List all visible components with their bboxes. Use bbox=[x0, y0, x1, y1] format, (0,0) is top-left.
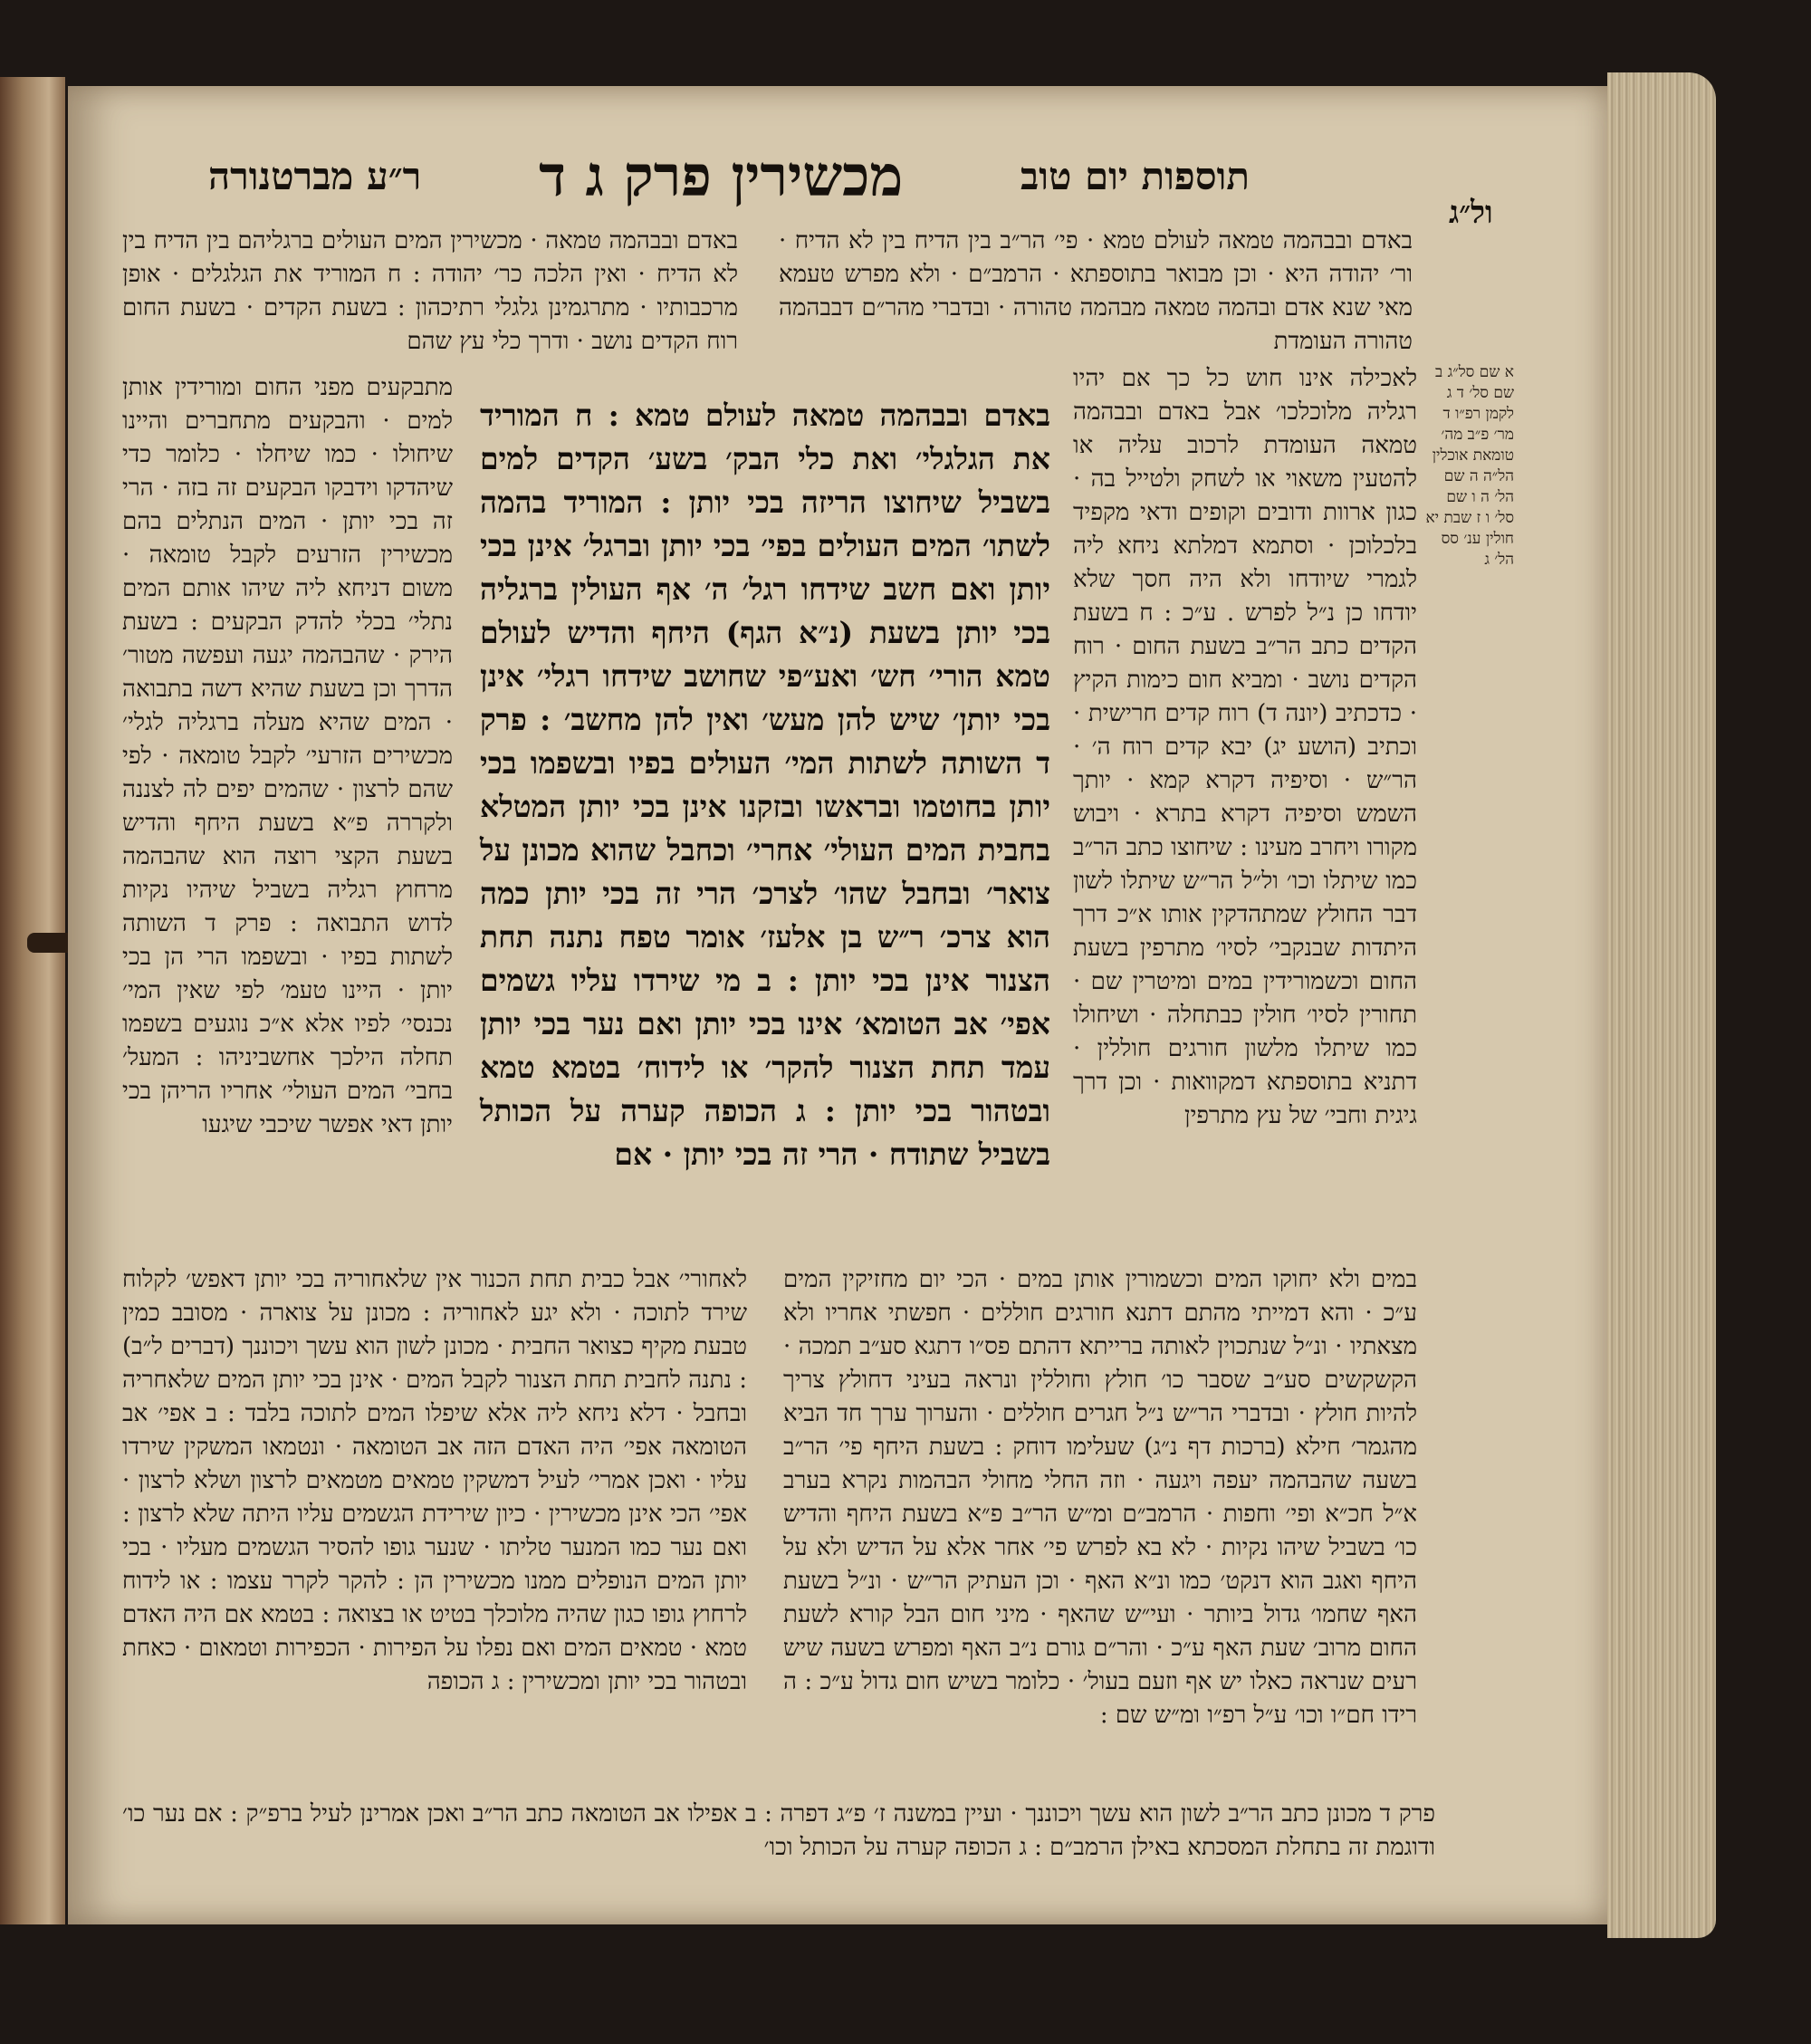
running-header bbox=[208, 145, 1250, 208]
commentary-bottom-right: במים ולא יחוקו המים וכשמורין אותן במים · הכי יום מחזיקין המים ע״כ · והא דמייתי מהתם דתנא חורגים חוללים · חפשתי אחריו ולא מצאתיו · ונ״ל שנתכוין לאותה ברייתא דהתם פס״ו דתגא סע״ב תמכה · הקשקשים סע״ב שסבר כו׳ חולץ וחוללין ונראה בעיני דחולץ צריך להיות חולץ · ובדברי הר״ש נ״ל חגרים חוללים · והערוך ערך חד הביא מהגמר׳ חילא (ברכות דף נ״ג) שעלימו דוחק : בשעת היחף פי׳ הר״ב בשעה שהבהמה יעפה ויגעה · וזה החלי מחולי הבהמות נקרא בערב א״ל חכ״א ופי׳ וחפות · הרמב״ם ומ״ש הר״ב פ״א בשעת היחף והדיש כו׳ בשביל שיהו נקיות · לא בא לפרש פי׳ אחר אלא על הדיש ולא על היחף ואגב הוא דנקט׳ כמו ונ״א האף · וכן העתיק הר״ש · ונ״ל בשעת האף שחמו׳ גדול ביותר · ועי״ש שהאף · מיני חום הבל קורא לשעת החום מרוב׳ שעת האף ע״כ · והר״ם גורם נ״ב האף ומפרש בשעה שיש רעים שנראה כאלו יש אף וזעם בעול׳ · כלומר בשיש חום גדול ע״כ : ה רידו חם״ו וכו׳ ע״ל רפ״ו ומ״ש שם : bbox=[783, 1266, 1417, 1729]
commentary-right-narrow: לאכילה אינו חוש כל כך אם יהיו רגליה מלוכלכו׳ אבל באדם ובבהמה טמאה העומדת לרכוב עליה או להטעין משאוי או לשחק ולטייל בה · כגון ארוות ודובים וקופים ודאי מקפיד בלכלוכן · וסתמא דמלתא ניחא ליה לגמרי שיודחו ולא היה חסך שלא יודחו כן נ״ל לפרש . ע״כ : ח בשעת הקדים כתב הר״ב בשעת החום · רוח הקדים נושב · ומביא חום כימות הקיץ · כדכתיב (יונה ד) רוח קדים חרישית · וכתיב (הושע יג) יבא קדים רוח ה׳ · הר״ש · וסיפיה דקרא קמא · יותך השמש וסיפיה דקרא בתרא · ויבוש מקורו ויחרב מעינו : שיחוצו כתב הר״ב כמו שיתלו וכו׳ ול״ל הר״ש שיתלו לשון דבר החולץ שמתהדקין אותו א״כ דרך היתדות שבנקבי׳ לסיו׳ מתרפין בשעת החום וכשמורידין במים ומיטרין שם · תחורין לסיו׳ חולין כבתחלה · ושיחולו כמו שיתלו מלשון חורגים חוללין · דתניא בתוספתא דמקוואות · וכן דרך גיגית וחבי׳ של עץ מתרפין bbox=[1073, 365, 1417, 1129]
header-left-title: ר״ע מברטנורה bbox=[208, 154, 422, 198]
page-stack-edge bbox=[1607, 72, 1716, 1938]
commentary-bottom-left: לאחורי׳ אבל כבית תחת הכנור אין שלאחוריה בכי יותן דאפש׳ לקלוח שירד לתוכה · ולא יגע לאחוריה : מכונן על צוארה · מסובב כמין טבעת מקיף כצואר החבית · מכונן לשון הוא עשך ויכוננך (דברים ל״ב) : נתנה לחבית תחת הצנור לקבל המים · אינן בכי יותן המים שלאחריה ובחבל · דלא ניחא ליה אלא שיפלו המים לתוכה בלבד : ב אפי׳ אב הטומאה אפי׳ היה האדם הזה אב הטומאה · ונטמאו המשקין שירדו עליו · ואכן אמרי׳ לעיל דמשקין טמאים מטמאים לרצון ושלא לרצון · אפי׳ הכי אינן מכשירין · כיון שירידת הגשמים עליו היתה שלא לרצון : ואם נער כמו המנער טליתו · שנער גופו להסיר הגשמים מעליו · בכי יותן המים הנופלים ממנו מכשירין הן : להקר לקרר עצמו : או לידוח לרחוץ גופו כגון שהיה מלוכלך בטיט או בצואה : בטמא אם היה האדם טמא · טמאים המים ואם נפלו על הפירות · הכפירות וטמאום · כאחת ובטהור בכי יותן ומכשירין : ג הכופה bbox=[122, 1266, 747, 1695]
header-center-title: מכשירין פרק ג ד bbox=[539, 143, 904, 209]
commentary-left-narrow: מתבקעים מפני החום ומורידין אותן למים · והבקעים מתחברים והיינו שיחולו · כמו שיחלו · כלומר כדי שיהדקו וידבקו הבקעים זה בזה · הרי זה בכי יותן · המים הנתלים בהם מכשירין הזרעים לקבל טומאה · משום דניחא ליה שיהו אותם המים נתלי׳ בכלי להדק הבקעים : בשעת הירק · שהבהמה יגעה ועפשה מטור׳ הדרך וכן בשעת שהיא דשה בתבואה · המים שהיא מעלה ברגליה לגלי׳ מכשירים הזרעי׳ לקבל טומאה · לפי שהם לרצון · שהמים יפים לה לצננה ולקררה פ״א בשעת היחף והדיש בשעת הקצי רוצה הוא שהבהמה מרחוץ רגליה בשביל שיהיו נקיות לדוש התבואה : פרק ד השותה לשתות בפיו · ובשפמו הרי הן בכי יותן · היינו טעמ׳ לפי שאין המי׳ נכנסי׳ לפיו אלא א״כ נוגעים בשפמו תחלה הילכך אחשביניהו : המעל׳ בחבי׳ המים העולי׳ אחריו הריהן בכי יותן דאי אפשר שיכבי שיגעו bbox=[122, 374, 453, 1138]
commentary-top-left: באדם ובבהמה טמאה · מכשירין המים העולים ברגליהם בין הדיח בין לא הדיח · ואין הלכה כר׳ יהודה : ח המוריד את הגלגלים · אופן מרכבותיו · מתרגמינן גלגלי רתיכהון : בשעת הקדים · בשעת החום רוח הקדים נושב · ודרך כלי עץ שהם bbox=[122, 227, 738, 355]
folio-number: ול״ג bbox=[1449, 195, 1493, 231]
commentary-top-right: באדם ובבהמה טמאה לעולם טמא · פי׳ הר״ב בין הדיח בין לא הדיח · ור׳ יהודה היא · וכן מבואר בתוספתא · הרמב״ם · ולא מפרש טעמא מאי שנא אדם ובהמה טמאה מבהמה טהורה · ובדברי מהר״ם דבבהמה טהורה העומדת bbox=[779, 227, 1413, 355]
left-page-edge bbox=[0, 77, 65, 1924]
marginal-references: א שם סל״ג ב שם סל׳ ד ג לקמן רפ״ו ד מר׳ פ״ב מה׳ טומאת אוכלין הל״ה ה שם הל׳ ה ו שם סל׳ ו ז שבת יא חולין ענ׳ סס הל׳ ג bbox=[1425, 363, 1514, 569]
header-right-title: תוספות יום טוב bbox=[1020, 154, 1250, 198]
mishnah-main-text: באדם ובבהמה טמאה לעולם טמא : ח המוריד את הגלגלי׳ ואת כלי הבק׳ בשע׳ הקדים למים בשביל שיחוצו הריזה בכי יותן : המוריד בהמה לשתו׳ המים העולים בפי׳ בכי יותן וברגל׳ אינן בכי יותן ואם חשב שידחו רגל׳ ה׳ אף העולין ברגליה בכי יותן בשעת (נ״א הגף) היחף והדיש לעולם טמא הורי׳ חש׳ ואע״פי שחושב שידחו רגלי׳ אינן בכי יותן׳ שיש להן מעש׳ ואין להן מחשב׳ : פרק ד השותה לשתות המי׳ העולים בפיו ובשפמו בכי יותן בחוטמו ובראשו ובזקנו אינן בכי יותן המטלא בחבית המים העולי׳ אחרי׳ וכחבל שהוא מכונן על צואר׳ ובחבל שהו׳ לצרכ׳ הרי זה בכי יותן כמה הוא צרכ׳ ר״ש בן אלעז׳ אומר טפח נתנה תחת הצנור אינן בכי יותן : ב מי שירדו עליו גשמים אפי׳ אב הטומא׳ אינו בכי יותן ואם נער בכי יותן עמד תחת הצנור להקר׳ או לידוח׳ בטמא טמא ובטהור בכי יותן : ג הכופה קערה על הכותל בשביל שתודח · הרי זה בכי יותן · אם bbox=[480, 398, 1050, 1172]
footer-commentary: פרק ד מכונן כתב הר״ב לשון הוא עשך ויכוננך · ועיין במשנה ז׳ פ״ג דפרה : ב אפילו אב הטומאה כתב הר״ב ואכן אמרינן לעיל ברפ״ק : אם נער כו׳ ודוגמת זה בתחלת המסכתא באילן הרמב״ם : ג הכופה קערה על הכותל וכו׳ bbox=[122, 1800, 1435, 1861]
